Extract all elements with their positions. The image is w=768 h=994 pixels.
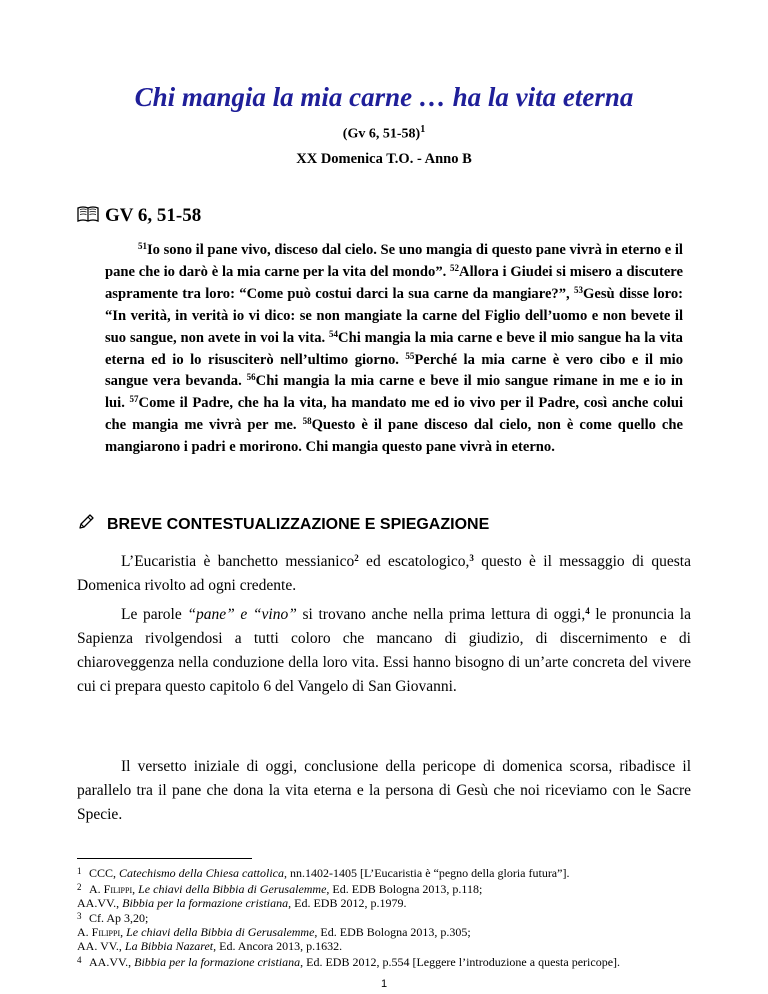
verse-text: Gesù disse loro: “In verità, in verità io vi dico: se non mangiate la carne del Figlio dell’uomo e non bevete il suo sangue, non avete in voi la vita. [105, 285, 684, 346]
footnote-marker: 2 [354, 553, 359, 563]
body-paragraph: Il versetto iniziale di oggi, conclusione della pericope di domenica scorsa, ribadisce il parallelo tra il pane che dona la vita eterna e la persona di Gesù che noi riceviamo con le Sacre Specie. [77, 758, 691, 823]
pen-icon [77, 513, 95, 536]
footnote: 1 CCC, Catechismo della Chiesa cattolica, nn.1402-1405 [L’Eucaristia è “pegno della gloria futura”]. [77, 866, 570, 880]
footnote-line: A. Filippi, Le chiavi della Bibbia di Gerusalemme, Ed. EDB Bologna 2013, p.305; [77, 925, 471, 940]
verse-number: 56 [246, 372, 256, 383]
verse-text: Io sono il pane vivo, disceso dal cielo. Se uno mangia di questo pane vivrà in eterno e il pane che io darò è la mia carne per la vita del mondo”. [105, 242, 683, 280]
footnote-marker: 3 [469, 553, 474, 563]
page-title: Chi mangia la mia carne … ha la vita eterna [134, 82, 634, 112]
verse-text: Questo è il pane disceso dal cielo, non è come quello che mangiarono i padri e morirono. Chi mangia questo pane vivrà in eterno. [105, 417, 684, 456]
footnote-separator [77, 858, 252, 859]
footnote: 4 AA.VV., Bibbia per la formazione cristiana, Ed. EDB 2012, p.554 [Leggere l’introduzione a questa pericope]. [77, 954, 621, 969]
footnote-line: AA. VV., La Bibbia Nazaret, Ed. Ancora 2013, p.1632. [77, 938, 343, 953]
footnote-line: AA.VV., Bibbia per la formazione cristiana, Ed. EDB 2012, p.1979. [77, 895, 407, 910]
body-paragraph [77, 603, 691, 699]
explanation-section-heading [77, 513, 489, 536]
reference-text: (Gv 6, 51-58) [342, 126, 421, 142]
verse-number: 54 [329, 328, 339, 339]
verse-number: 55 [405, 350, 415, 361]
footnote-number: 2 [77, 881, 82, 892]
liturgical-subtitle: XX Domenica T.O. - Anno B [296, 151, 472, 167]
footnotes [77, 865, 691, 970]
paragraph-text: Le parole [121, 606, 188, 623]
gospel-heading-text: GV 6, 51-58 [105, 205, 202, 226]
emphasis-text: “pane” e “vino” [187, 606, 297, 623]
verse-text: Chi mangia la mia carne e beve il mio sangue rimane in me e io in lui. [105, 373, 683, 412]
paragraph-text: le pronuncia la Sapienza rivolgendosi a tutti coloro che mancano di giudizio, di discernimento e di chiaroveggenza nella conduzione della loro vita. Essi hanno bisogno di un’arte concreta del vivere cui ci prepara questo capitolo 6 del Vangelo di San Giovanni. [77, 606, 691, 695]
verse-number: 52 [450, 262, 460, 273]
footnote-marker: 1 [420, 124, 426, 135]
footnote: 2 A. Filippi, Le chiavi della Bibbia di Gerusalemme, Ed. EDB Bologna 2013, p.118; [77, 881, 483, 896]
verse-text: Perché la mia carne è vero cibo e il mio sangue vera bevanda. [105, 351, 683, 390]
gospel-text [105, 240, 683, 459]
verse-number: 57 [129, 394, 139, 405]
paragraph-text: ed escatologico, [358, 553, 470, 570]
verse-number: 53 [574, 284, 583, 295]
gospel-section-heading [77, 205, 201, 229]
footnote-marker: 4 [585, 606, 590, 616]
body-paragraph [77, 550, 691, 598]
explanation-heading-text: BREVE CONTESTUALIZZAZIONE E SPIEGAZIONE [107, 516, 490, 533]
scripture-reference [0, 124, 768, 143]
verse-text: Come il Padre, che ha la vita, ha mandato me ed io vivo per il Padre, così anche colui che mangia me vivrà per me. [105, 395, 683, 434]
verse-text: Chi mangia la mia carne e beve il mio sangue ha la vita eterna ed io lo risusciterò nell’ultimo giorno. [105, 329, 683, 368]
paragraph-text: si trovano anche nella prima lettura di oggi, [296, 606, 586, 623]
footnote: 3 Cf. Ap 3,20; [77, 911, 149, 926]
paragraph-text: L’Eucaristia è banchetto messianico [121, 553, 355, 570]
verse-number: 51 [138, 241, 147, 251]
page-number: 1 [380, 978, 388, 990]
paragraph-text: questo è il messaggio di questa Domenica rivolto ad ogni credente. [77, 553, 691, 594]
verse-text: Allora i Giudei si misero a discutere aspramente tra loro: “Come può costui darci la sua carne da mangiare?”, [105, 263, 683, 302]
footnote-number: 1 [77, 866, 82, 876]
verse-number: 58 [302, 416, 312, 427]
open-book-icon [77, 205, 99, 229]
footnote-number: 3 [77, 911, 82, 922]
footnote-number: 4 [77, 954, 82, 965]
